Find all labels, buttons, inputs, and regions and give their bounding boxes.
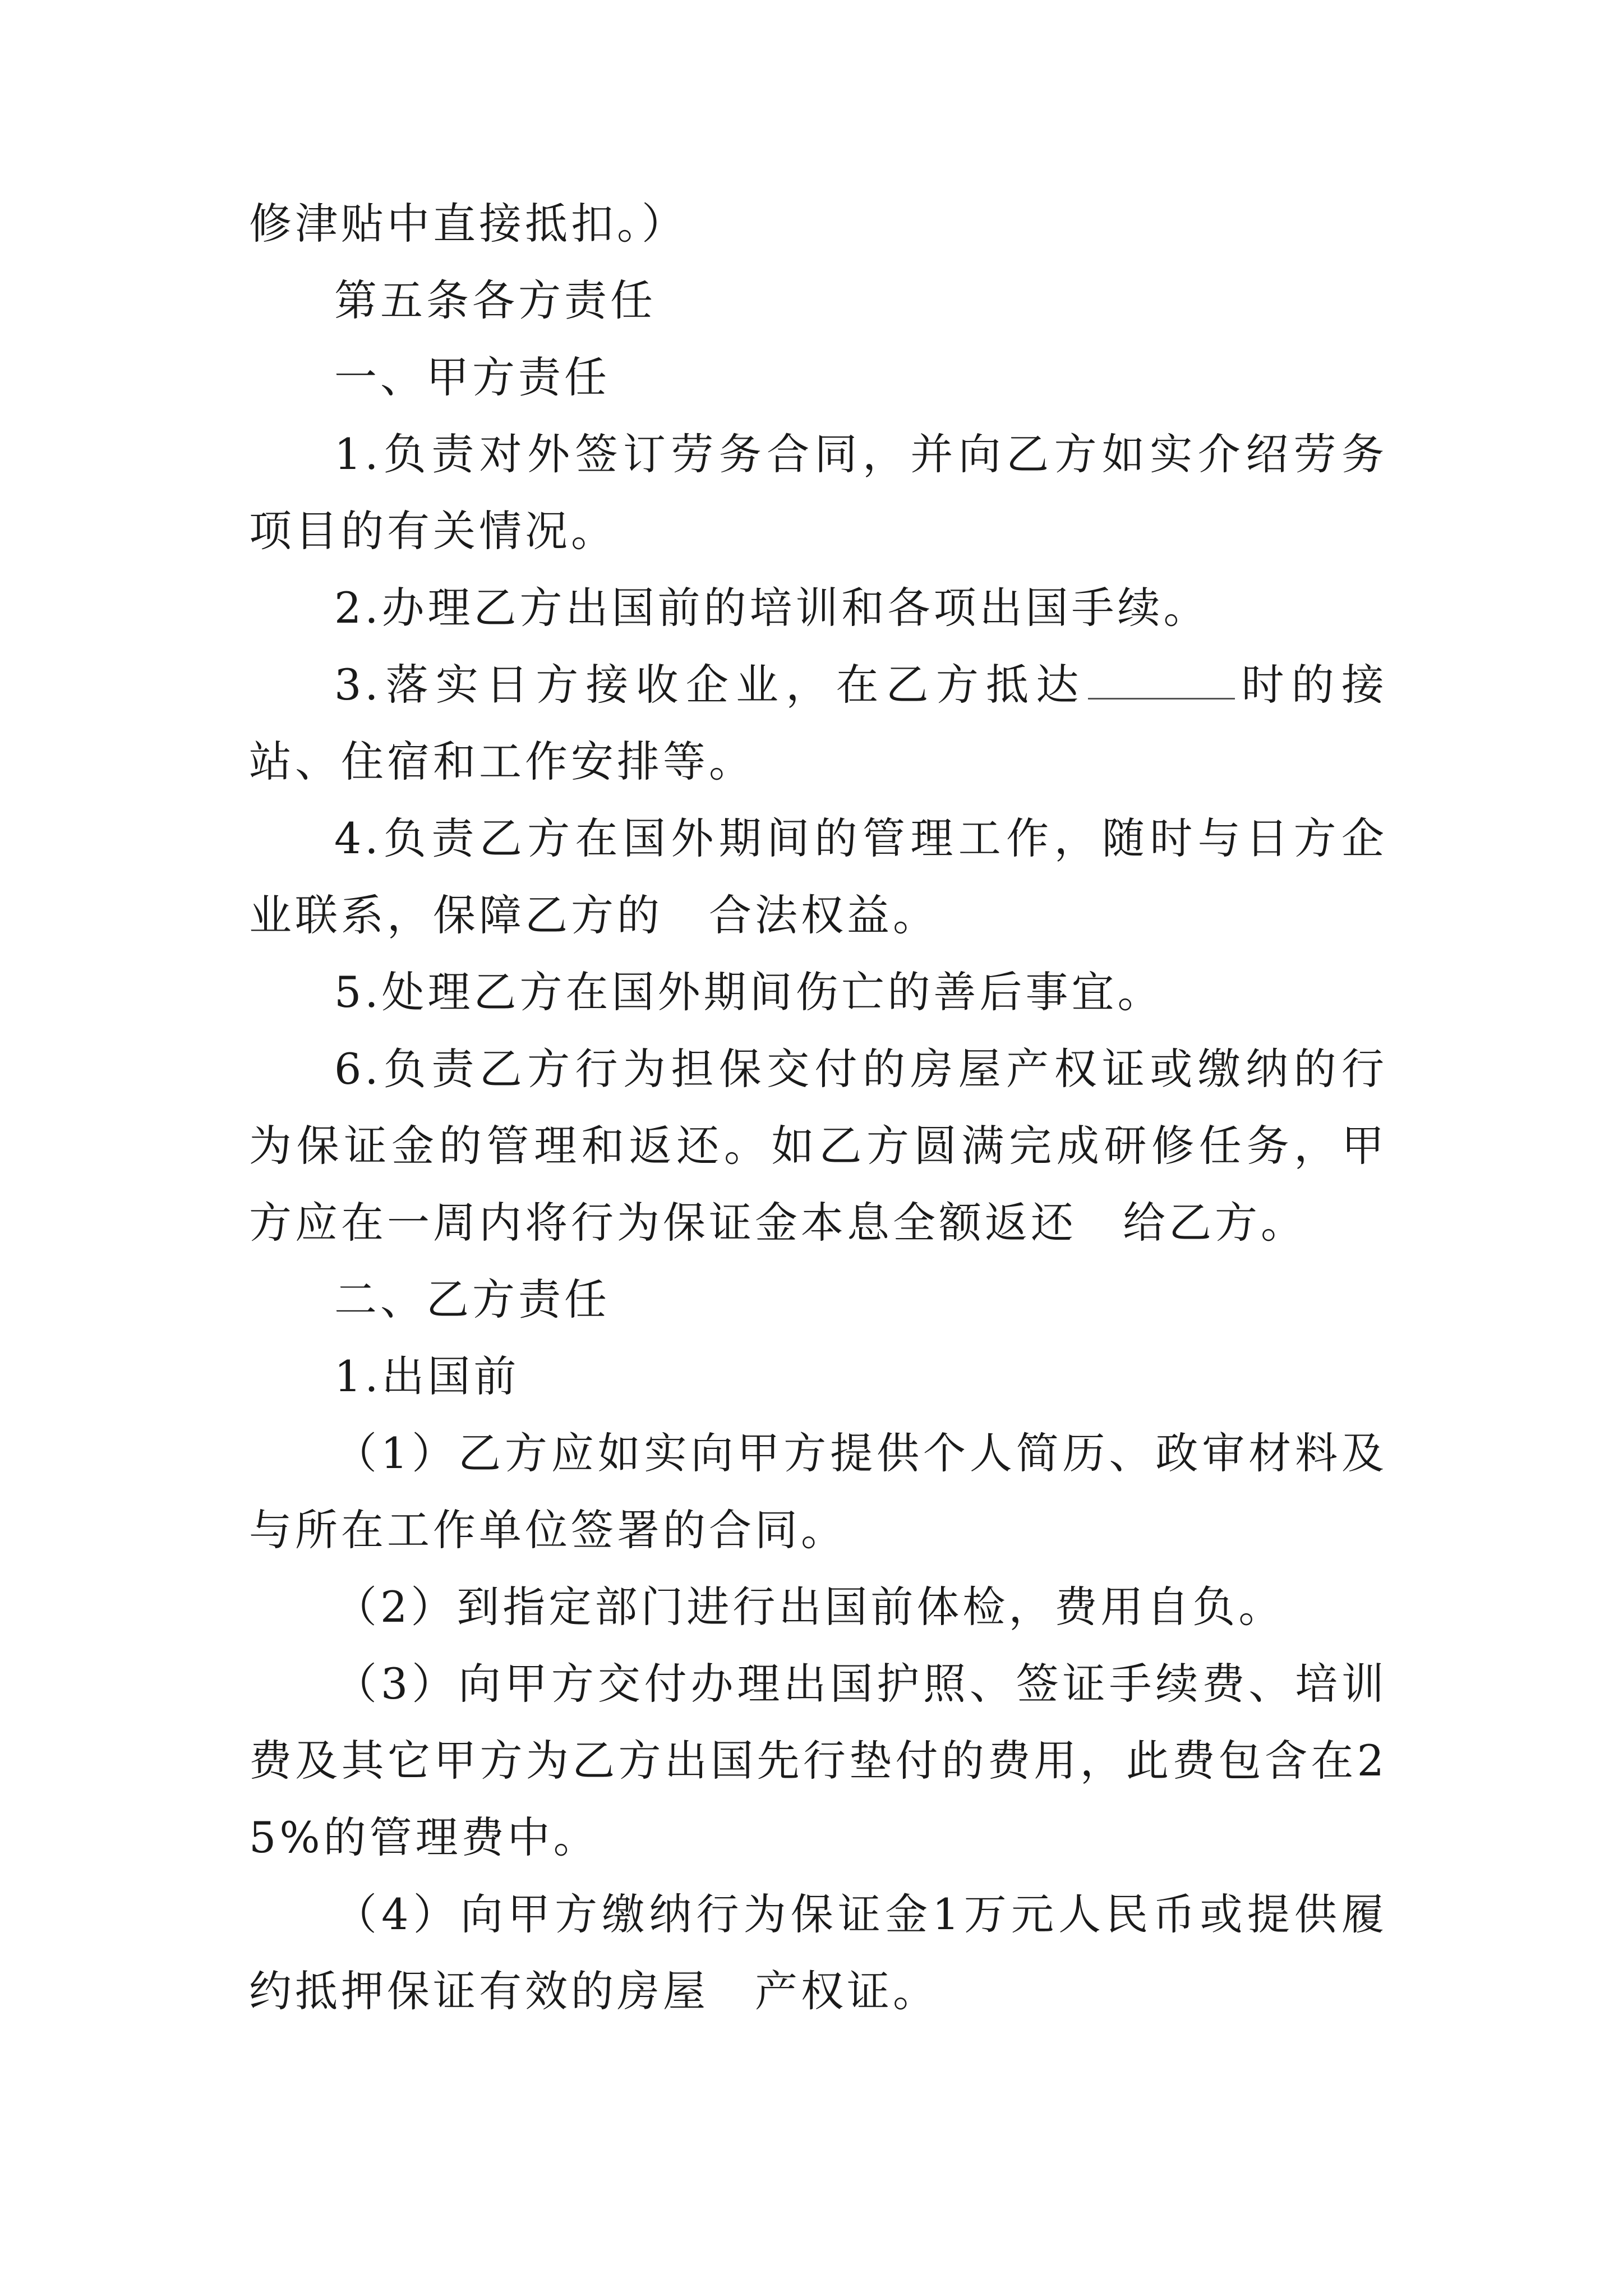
paragraph-item-with-blank — [249, 646, 1387, 800]
paragraph-text-after-blank: 时的接站、住宿和工作安排等。 — [249, 660, 1388, 786]
paragraph-item: 1.负责对外签订劳务合同，并向乙方如实介绍劳务项目的有关情况。 — [249, 429, 1387, 556]
paragraph-item: 2.办理乙方出国前的培训和各项出国手续。 — [334, 583, 1210, 633]
paragraph-item: （3）向甲方交付办理出国护照、签证手续费、培训费及其它甲方为乙方出国先行垫付的费用，此费包含在25%的管理费中。 — [249, 1659, 1387, 1862]
paragraph-item: 5.处理乙方在国外期间伤亡的善后事宜。 — [334, 967, 1164, 1017]
paragraph-continuation: 修津贴中直接抵扣。） — [249, 199, 688, 249]
paragraph-item: 4.负责乙方在国外期间的管理工作，随时与日方企业联系，保障乙方的 合法权益。 — [249, 813, 1387, 940]
subsection-heading: 1.出国前 — [334, 1351, 520, 1401]
paragraph-item: （2）到指定部门进行出国前体检，费用自负。 — [334, 1582, 1285, 1632]
section-heading-party-b: 二、乙方责任 — [334, 1274, 610, 1324]
section-heading-party-a: 一、甲方责任 — [334, 352, 610, 402]
paragraph-item: （1）乙方应如实向甲方提供个人简历、政审材料及与所在工作单位签署的合同。 — [249, 1428, 1387, 1555]
paragraph-item: 6.负责乙方行为担保交付的房屋产权证或缴纳的行为保证金的管理和返还。如乙方圆满完成研修任务，甲方应在一周内将行为保证金本息全额返还 给乙方。 — [249, 1044, 1387, 1248]
article-heading: 第五条各方责任 — [334, 275, 656, 325]
paragraph-text-before-blank: 3.落实日方接收企业，在乙方抵达 — [334, 660, 1086, 710]
fill-in-blank — [1088, 664, 1235, 700]
document-body — [249, 185, 1387, 2030]
paragraph-item: （4）向甲方缴纳行为保证金1万元人民币或提供履约抵押保证有效的房屋 产权证。 — [249, 1889, 1387, 2016]
